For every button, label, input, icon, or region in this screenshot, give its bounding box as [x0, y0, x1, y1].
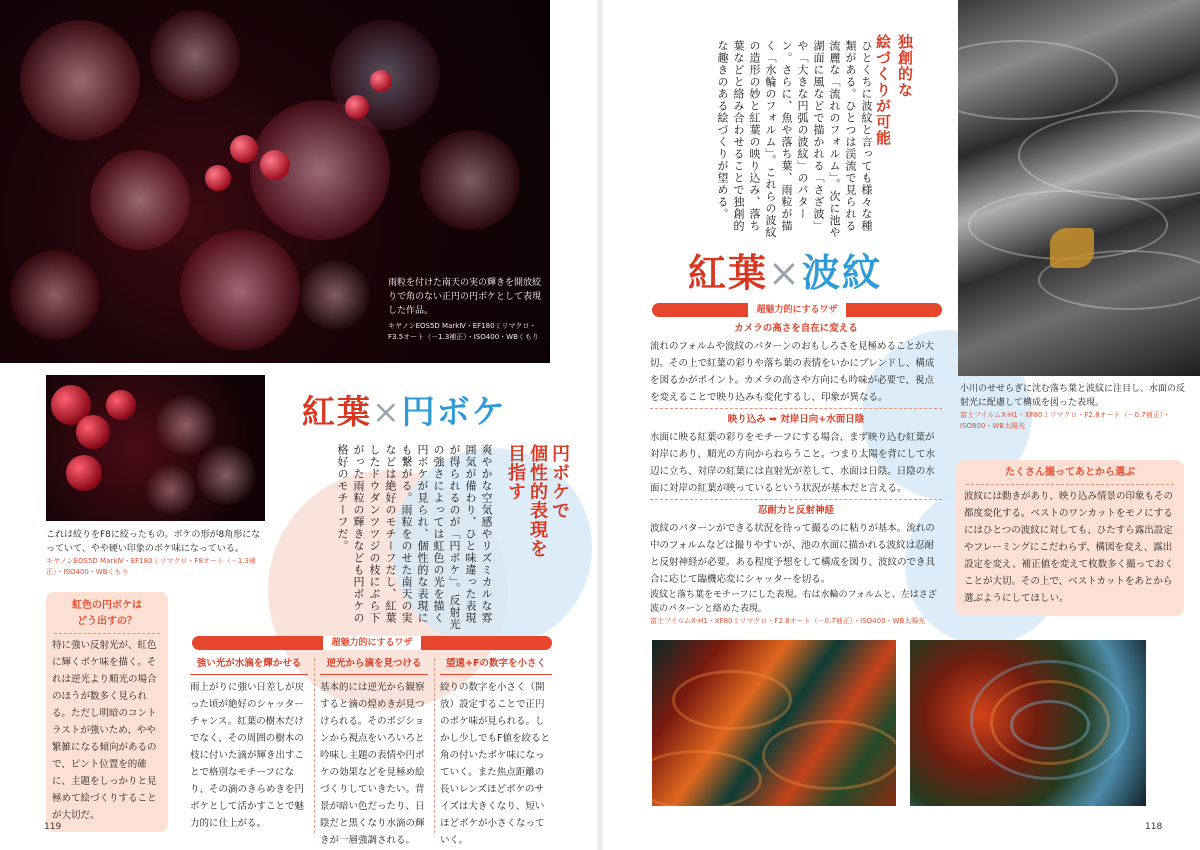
technique-column: 望遠+Fの数字を小さく 絞りの数字を小さく（開放）設定することで正円のボケ味が見られる。しかし少しでもF値を絞ると角の付いたボケ味になっていく。また焦点距離の長いレンズほどボケのサイズは大きくなり、短いほどボケが小さくなっていく。: [440, 655, 552, 849]
bottom-photos-caption: 波紋と落ち葉をモチーフにした表現。右は水輪のフォルムと、左はさざ波のパターンと絡めた表現。 富士フイルムX-H1・XF80ミリマクロ・F2.8オート（－0.7補正）・ISO400・WB太陽光: [650, 590, 937, 625]
main-photo-caption: 雨粒を付けた南天の実の輝きを開放絞りで角のない正円の円ボケとして表現した作品。 キヤノンEOS5D MarkⅣ・EF180ミリマクロ・F3.5オート（－1.3補正）・ISO400・WBくもり: [388, 278, 542, 341]
ripple-photo-caption: 小川のせせらぎに沈む落ち葉と波紋に注目し、水面の反射光に配慮して構成を図った表現。 富士フイルムX-H1・XF80ミリマクロ・F2.8オート（－0.7補正）・ISO800・WB太陽光: [960, 384, 1186, 430]
ripple-autumn-photo-left: [652, 640, 896, 806]
bokeh-small-photo: [46, 375, 265, 521]
rainbow-bokeh-sidebar: [46, 592, 168, 832]
technique-text: 水面に映る紅葉の彩りをモチーフにする場合、まず映り込む紅葉が対岸にあり、順光の方向からねらうこと。つまり太陽を背にして水辺に立ち、対岸の紅葉には直射光が差して、水面は日陰。日陰の水面に対岸の紅葉が映っているという状況が基本だと言える。: [650, 432, 936, 494]
right-subtitle: 独創的な 絵づくりが可能: [874, 34, 914, 146]
sidebar-text: 波紋には動きがあり、映り込み情景の印象もその都度変化する。ベストのワンカットをモノにするにはひとつの波紋に対しても、ひたすら露出設定やフレーミングにこだわらず、構図を変え、露出設定を変え、補正値を変えて枚数多く撮っておくことが大切。その上で、ベストカットをあとから選ぶようにしてほしい。: [964, 491, 1174, 604]
left-body-text: 爽やかな空気感やリズミカルな雰囲気が備わり、ひと味違った表現が得られるのが「円ボケ」。反射光の強さによっては虹色の光を描く円ボケが見られ、個性的な表現にも繋がる。雨粒をのせた南天の実などは絶好のモチーフだし、紅葉したドウダンツツジの枝にぶら下がった雨粒の輝きなども円ボケの格好のモチーフだ。: [336, 444, 493, 631]
sidebar-heading: たくさん撮ってあとから選ぶ: [1005, 467, 1135, 478]
maple-leaf-shape: [1050, 228, 1094, 268]
sidebar-text: 特に強い反射光が、虹色に輝くボケ味を描く。それは逆光より順光の場合のほうが数多く見られる。ただし明暗のコントラストが強いため、やや繁雑になる傾向があるので、ピント位置を的確に、主題をしっかりと見極めて絵づくりすることが大切だ。: [52, 640, 157, 821]
sidebar-heading: 虹色の円ボケは どう出すの？: [72, 600, 142, 627]
technique-ribbon: 超魅力的にするワザ: [652, 303, 942, 317]
ripple-photo: [958, 0, 1200, 376]
left-subtitle: 円ボケで 個性的表現を 目指す: [505, 444, 570, 558]
technique-column: 強い光が水滴を輝かせる 雨上がりに強い日差しが戻った頃が絶好のシャッターチャンス。紅葉の樹木だけでなく、その周囲の樹木の枝に付いた滴が輝き出すことで格別なモチーフになり、その滴のきらめきを円ボケとして活かすことで魅力的に仕上がる。: [190, 655, 308, 832]
technique-text: 波紋のパターンができる状況を待って撮るのに粘りが基本。流れの中のフォルムなどは撮りやすいが、池の水面に描かれる波紋は忍耐と反射神経が必要。ある程度予想をして構成を図り、波紋のでき具合に応じて臨機応変にシャッターを切る。: [650, 523, 936, 585]
techniques-block: [650, 320, 942, 588]
technique-column: 逆光から滴を見つける 基本的には逆光から観察すると滴の煌めきが見つけられる。そのポジションから視点をいろいろと吟味し主題の表情や円ボケの効果などを見極め絵づくりしていきたい。背景が暗い色だったり、日陰だと黒くなり水滴の輝きが一層強調される。: [320, 655, 428, 849]
small-photo-caption: これは絞りをF8に絞ったもの。ボケの形が8角形になっていて、やや硬い印象のボケ味になっている。 キヤノンEOS5D MarkⅣ・EF180ミリマクロ・F8オート（－1.3補正）・ISO400・WBくもり: [46, 530, 261, 576]
book-gutter: [596, 0, 604, 850]
page-title-left: 紅葉×円ボケ: [302, 392, 507, 431]
page-number-right: 118: [1145, 822, 1163, 832]
right-page: [600, 0, 1200, 850]
page-title-right: 紅葉×波紋: [688, 250, 882, 295]
technique-ribbon: 超魅力的にするワザ: [192, 636, 552, 650]
technique-text: 流れのフォルムや波紋のパターンのおもしろさを見極めることが大切。その上で紅葉の彩りや落ち葉の表情をいかにブレンドし、構成を図るかがポイント。カメラの高さや方向にも吟味が必要で、視点を変えることで映り込みも変化するし、印象が異なる。: [650, 341, 935, 403]
page-number-left: 119: [44, 822, 62, 832]
technique-heading: カメラの高さを自在に変える: [734, 323, 858, 334]
shoot-many-sidebar: [956, 460, 1184, 616]
right-body-text: ひとくちに波紋と言っても様々な種類がある。ひとつは渓流で見られる流麗な「流れのフォルム」。次に池や湖面に風などで描かれる「さざ波」や「大きな円弧の波紋」のパターン。さらに、魚や落ち葉、雨粒が描く「水輪のフォルム」。これらの波紋の造形の妙と紅葉の映り込み、落ち葉などと絡み合わせることで独創的な趣きのある絵づくりが望める。: [716, 40, 873, 239]
ripple-autumn-photo-right: [910, 640, 1146, 806]
technique-heading: 忍耐力と反射神経: [757, 505, 834, 516]
technique-heading: 映り込み ➡ 対岸日向+水面日陰: [727, 414, 865, 425]
